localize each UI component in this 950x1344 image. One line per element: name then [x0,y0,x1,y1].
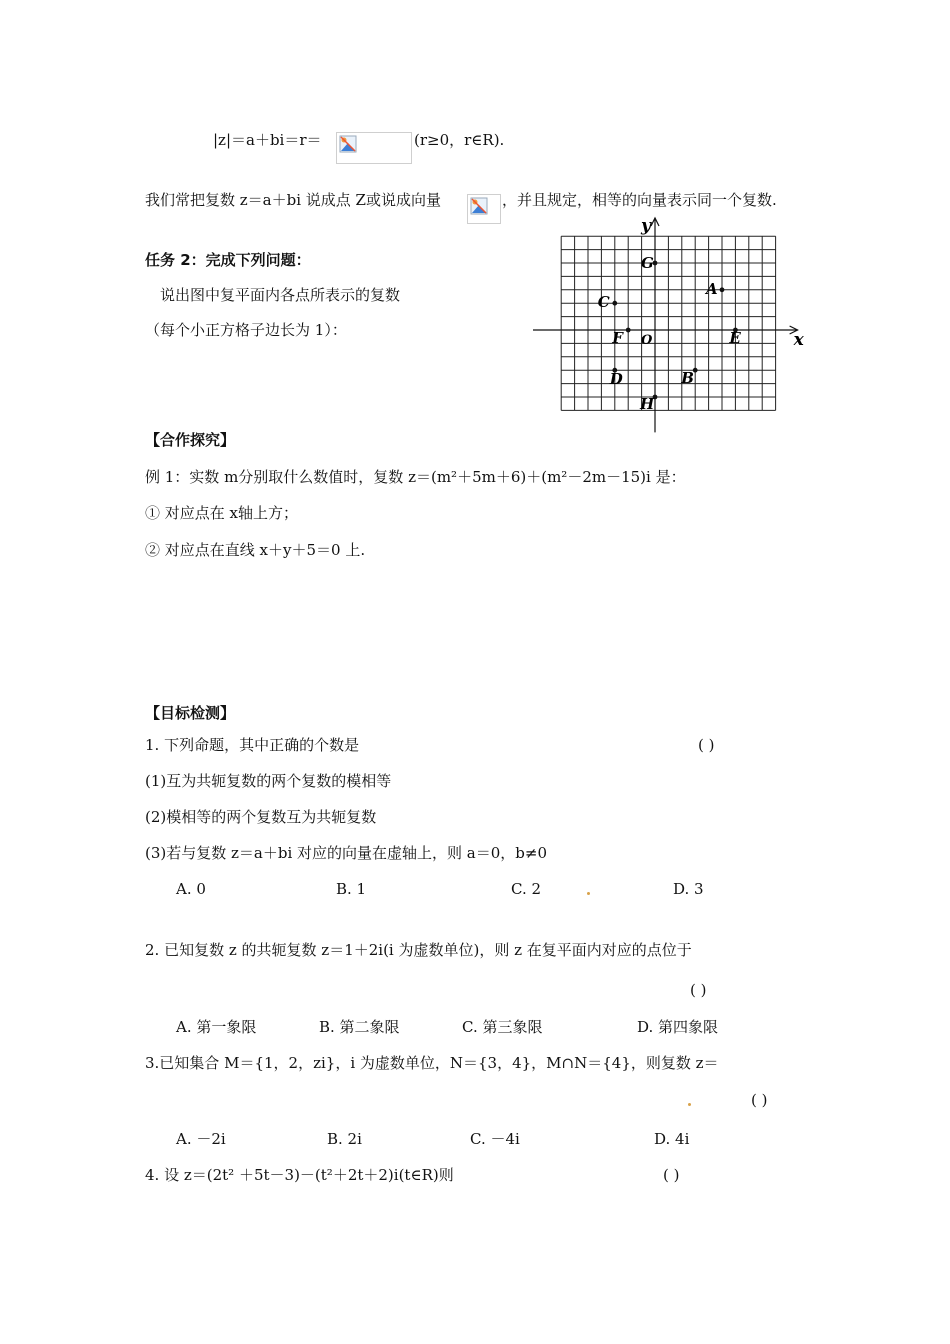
q1-statement-1: (1)互为共轭复数的两个复数的模相等 [145,772,392,790]
complex-plane-chart [525,212,815,440]
broken-image-formula [336,132,412,164]
task2-line2: （每个小正方格子边长为 1）： [145,321,347,339]
modulus-condition: (r≥0，r∈R). [414,131,505,149]
q2-option-c: C. 第三象限 [462,1018,543,1036]
q2-option-b: B. 第二象限 [319,1018,400,1036]
q3-option-c: C. －4i [470,1130,520,1148]
example-item-2: ② 对应点在直线 x＋y＋5＝0 上. [145,541,366,559]
point-label-h: H [640,395,655,413]
task2-heading: 任务 2：完成下列问题： [145,251,311,269]
q1-stem: 1. 下列命题，其中正确的个数是 [145,736,360,754]
point-label-f: F [612,329,623,347]
example-item-1: ① 对应点在 x轴上方； [145,504,298,522]
y-axis-label: y [641,216,651,236]
point-label-g: G [641,254,654,272]
q4-stem: 4. 设 z＝(2t² ＋5t－3)－(t²＋2t＋2)i(t∈R)则 [145,1166,454,1184]
q1-statement-2: (2)模相等的两个复数互为共轭复数 [145,808,377,826]
point-label-d: D [609,370,623,389]
broken-image-icon [470,197,488,215]
q1-option-b: B. 1 [336,880,367,898]
intro-text-1: 我们常把复数 z＝a＋bi 说成点 Z或说成向量 [145,191,441,209]
q2-option-d: D. 第四象限 [637,1018,719,1036]
origin-label: O [641,333,653,348]
q3-option-b: B. 2i [327,1130,362,1148]
q2-stem: 2. 已知复数 z 的共轭复数 z＝1＋2i(i 为虚数单位)，则 z 在复平面内对应的点位于 [145,941,692,959]
q1-option-d: D. 3 [673,880,704,898]
cooperate-heading: 【合作探究】 [145,431,236,449]
point-f [626,328,631,333]
chart-points [598,254,742,413]
chart-grid [561,236,775,410]
q1-option-a: A. 0 [176,880,206,898]
q2-option-a: A. 第一象限 [176,1018,257,1036]
q3-option-a: A. －2i [176,1130,226,1148]
q4-answer-paren: ( ) [663,1166,680,1184]
modulus-formula [213,130,322,150]
q1-statement-3: (3)若与复数 z＝a＋bi 对应的向量在虚轴上，则 a＝0，b≠0 [145,844,547,862]
q3-option-d: D. 4i [654,1130,690,1148]
broken-image-icon [339,135,357,153]
q1-option-c: C. 2 [511,880,542,898]
q3-stem: 3.已知集合 M＝{1，2，zi}，i 为虚数单位，N＝{3，4}，M∩N＝{4}，则复数 z＝ [145,1054,719,1072]
task2-line1: 说出图中复平面内各点所表示的复数 [160,286,401,304]
point-label-a: A [706,279,718,298]
point-label-c: C [597,293,610,312]
broken-image-vector [467,194,501,224]
target-heading: 【目标检测】 [145,704,236,722]
x-axis-label: x [793,330,804,350]
point-a [720,287,725,292]
point-c [612,301,617,306]
q3-answer-paren: ( ) [751,1091,768,1109]
q1-answer-paren: ( ) [698,736,715,754]
intro-text-2: ，并且规定，相等的向量表示同一个复数. [502,191,777,209]
q2-answer-paren: ( ) [690,981,707,999]
modulus-formula-lhs: |z|＝a＋bi＝r＝ [213,131,322,149]
point-label-b: B [681,369,694,388]
point-label-e: E [729,329,741,347]
example-1: 例 1：实数 m分别取什么数值时，复数 z＝(m²＋5m＋6)＋(m²－2m－15)i 是： [145,468,686,486]
